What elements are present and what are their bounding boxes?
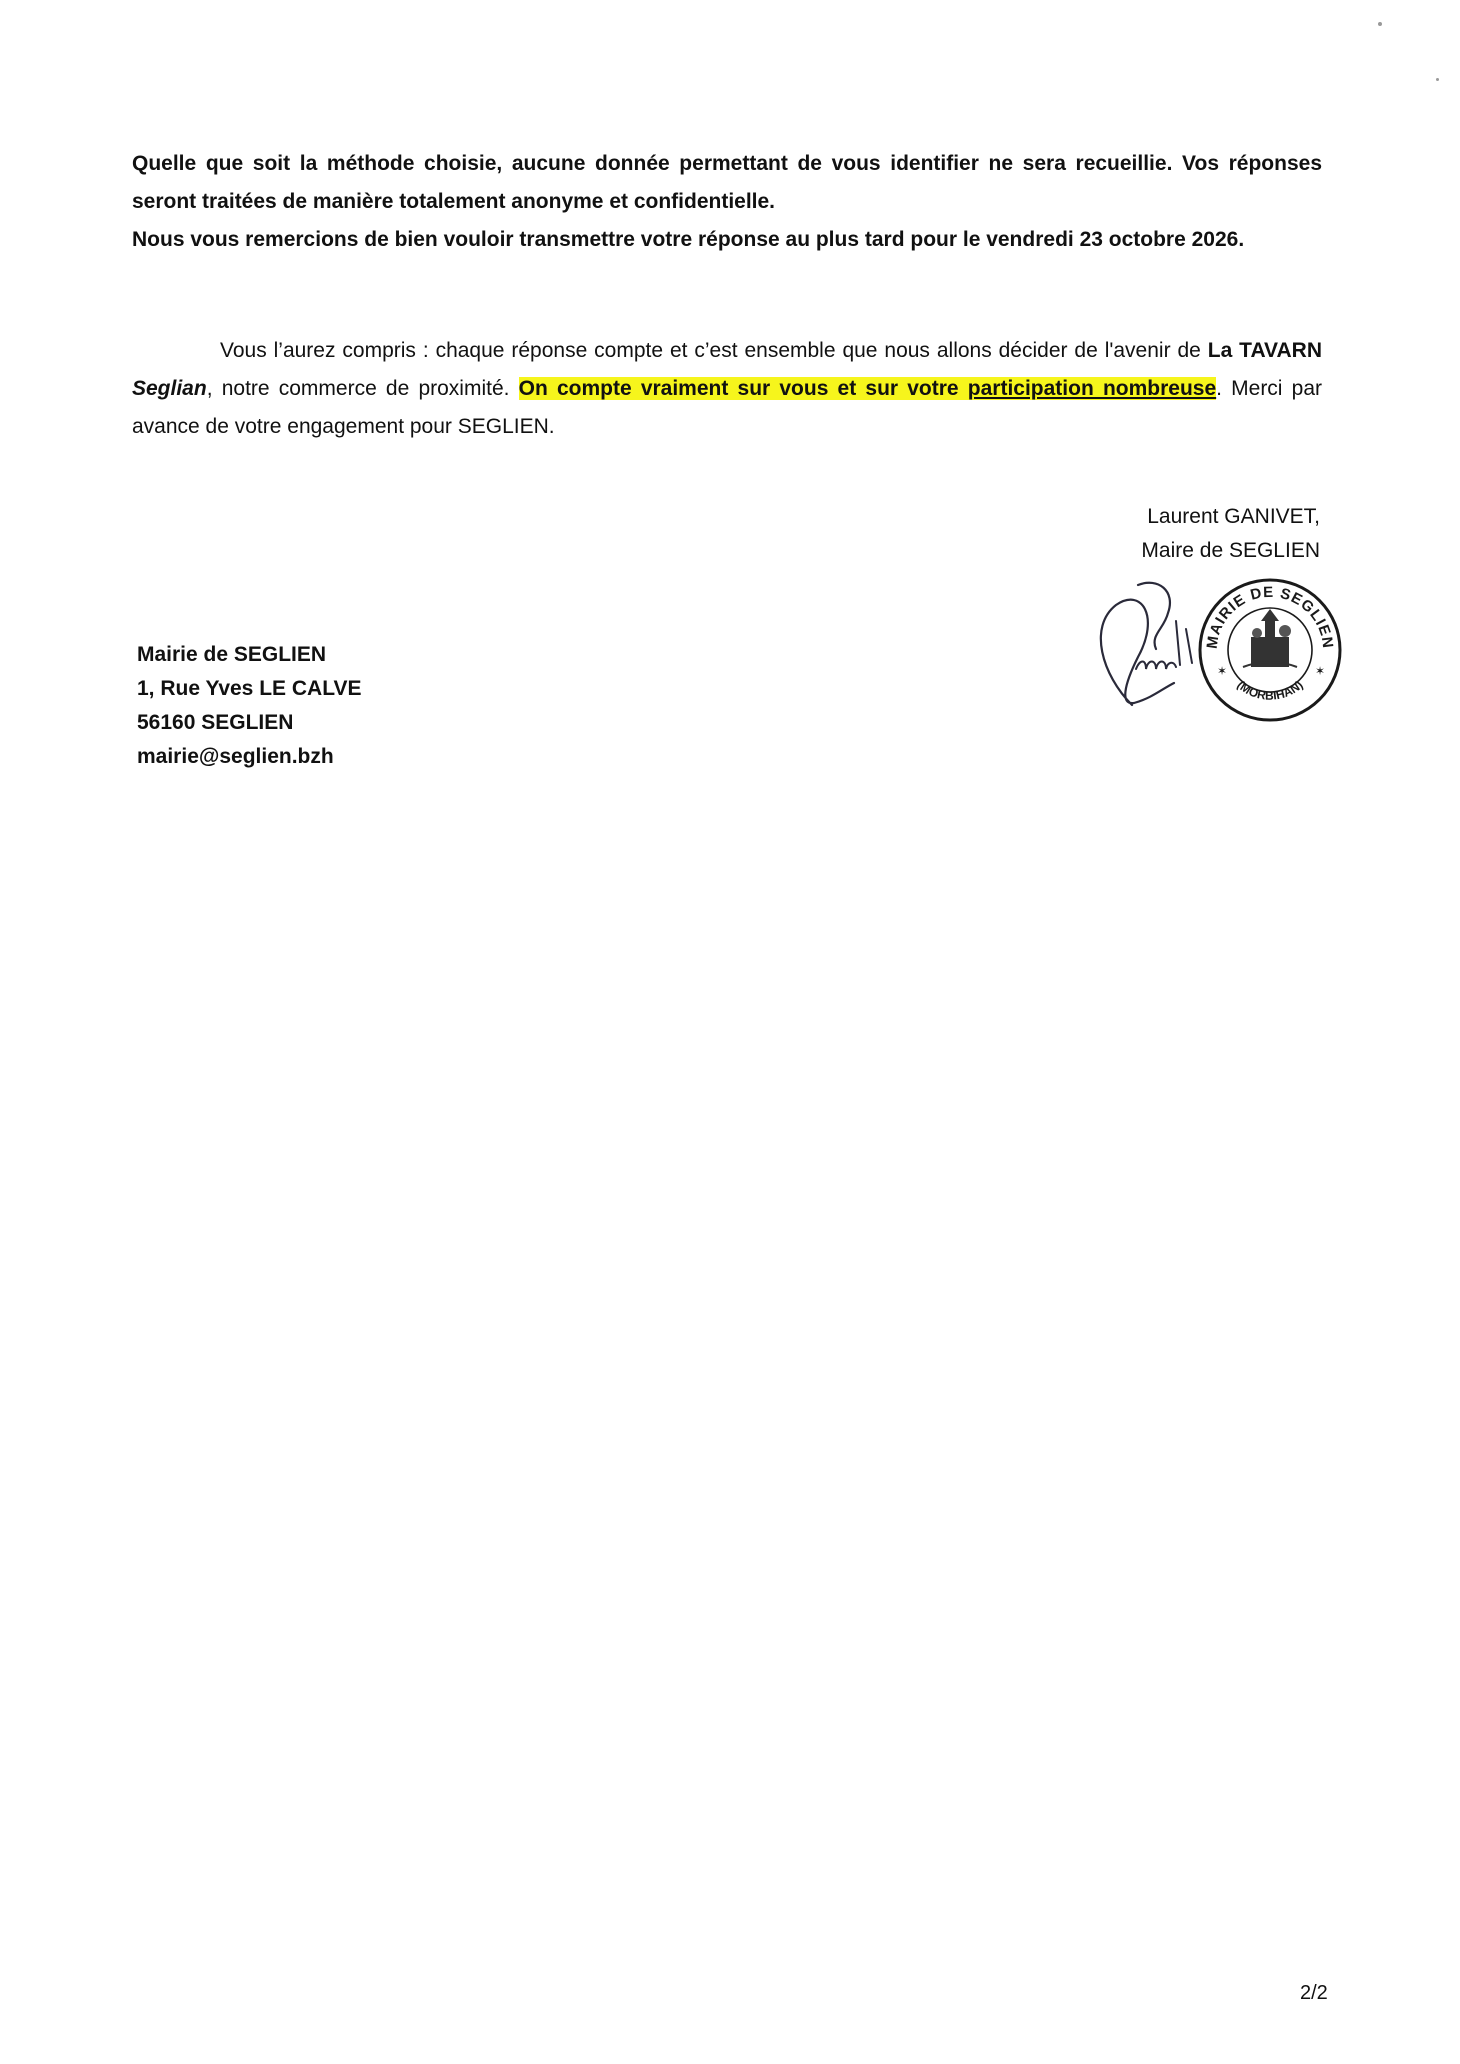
signature-and-stamp <box>1080 565 1355 740</box>
scan-speck <box>1436 78 1439 81</box>
appeal-intro: Vous l’aurez compris : chaque réponse compte et c’est ensemble que nous allons décider de l'avenir de <box>220 339 1208 362</box>
appeal-closing: . Merci par avance de votre engagement pour SEGLIEN. <box>132 377 1322 438</box>
signer-title: Maire de SEGLIEN <box>1141 539 1320 562</box>
signer-block <box>1060 500 1320 568</box>
signer-name: Laurent GANIVET, <box>1147 505 1320 528</box>
scan-speck <box>1378 22 1382 26</box>
appeal-middle: , notre commerce de proximité. <box>206 377 519 400</box>
deadline-text: Nous vous remercions de bien vouloir transmettre votre réponse au plus tard pour le vendredi 23 octobre 2026. <box>132 228 1245 251</box>
page-number: 2/2 <box>1300 1982 1328 2004</box>
stamp-bottom-text: (MORBIHAN) <box>1234 677 1306 703</box>
address-postcode: 56160 SEGLIEN <box>137 711 294 734</box>
stamp-top-text: MAIRIE DE SEGLIEN <box>1203 583 1337 650</box>
mairie-address <box>137 638 361 774</box>
stamp-emblem <box>1243 609 1297 667</box>
address-street: 1, Rue Yves LE CALVE <box>137 677 362 700</box>
anonymity-text: Quelle que soit la méthode choisie, aucune donnée permettant de vous identifier ne sera recueillie. Vos réponses seront traitées de manière totalement anonyme et confidentielle. <box>132 152 1322 213</box>
brand-place: Seglian <box>132 377 207 400</box>
official-stamp <box>1195 575 1345 725</box>
svg-text:✶: ✶ <box>1315 664 1326 678</box>
brand-name: La TAVARN <box>1207 339 1322 362</box>
highlighted-participation: participation nombreuse <box>967 377 1217 400</box>
appeal-paragraph <box>132 332 1322 446</box>
address-email: mairie@seglien.bzh <box>137 745 334 768</box>
highlighted-appeal: On compte vraiment sur vous et sur votre <box>518 377 968 400</box>
svg-text:✶: ✶ <box>1217 664 1228 678</box>
anonymity-paragraph <box>132 145 1322 259</box>
address-name: Mairie de SEGLIEN <box>137 643 327 666</box>
svg-text:(MORBIHAN) <box>1234 678 1305 703</box>
